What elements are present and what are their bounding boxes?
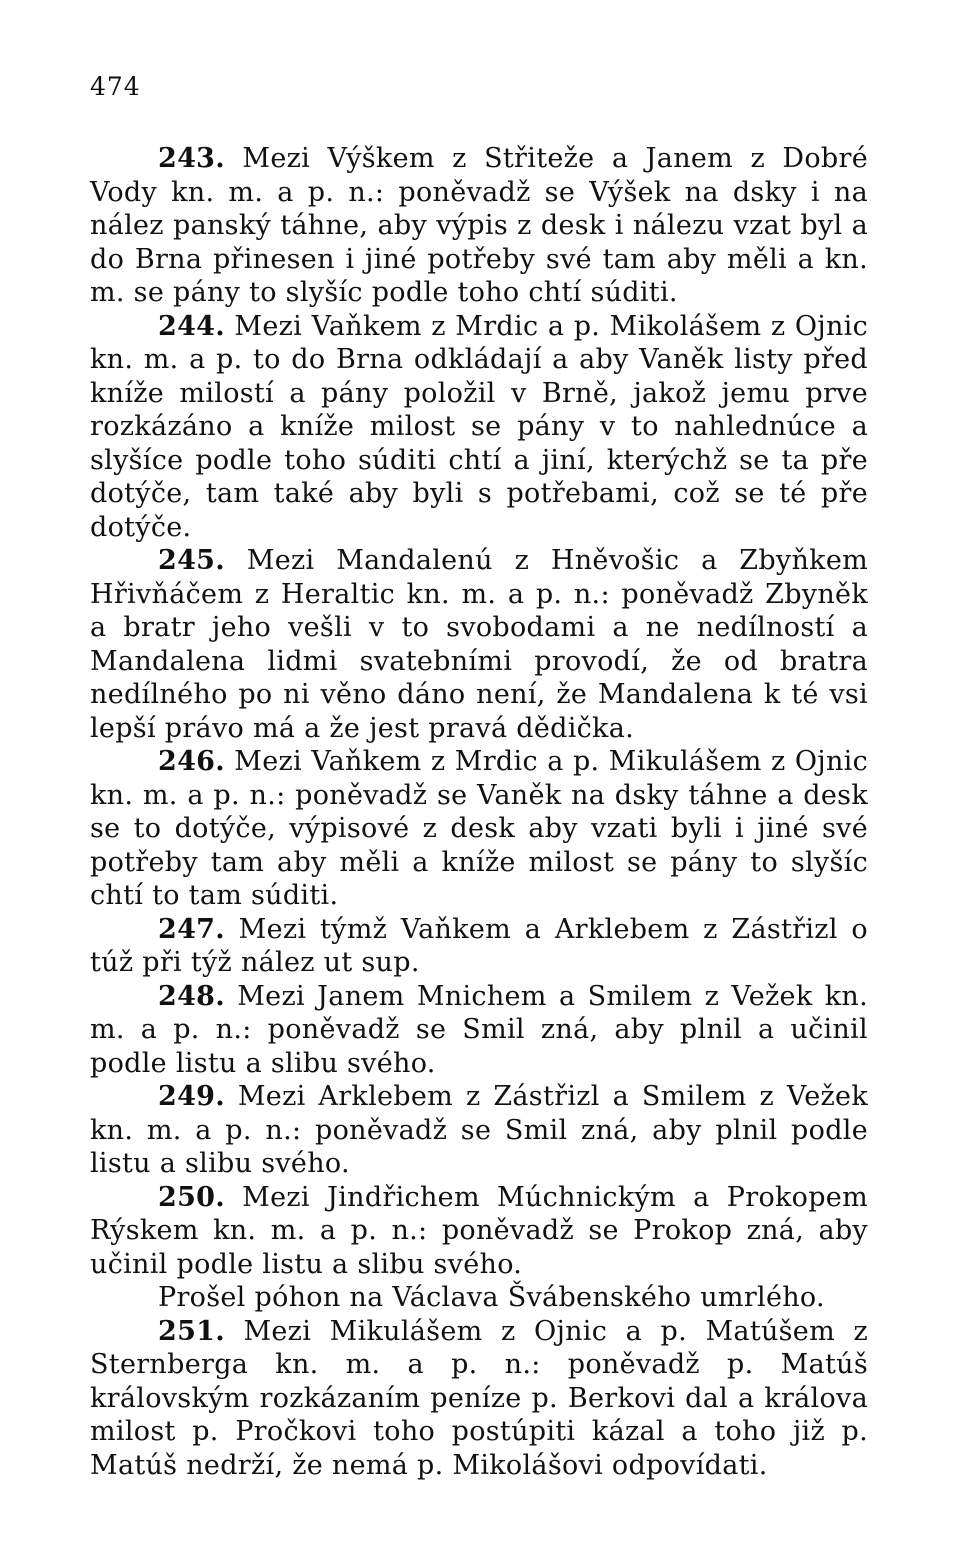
body-text [90, 142, 868, 1482]
entry-number: 247. [158, 913, 225, 945]
entry-number: 245. [158, 545, 225, 576]
entry-251 [90, 1315, 868, 1483]
entry-text: Mezi Jindřichem Múchnickým a Prokopem Rýskem kn. m. a p. n.: poněvadž se Prokop zná, aby učinil podle listu a slibu svého. [90, 1181, 868, 1280]
entry-245 [90, 544, 868, 745]
entry-249 [90, 1080, 868, 1181]
entry-number: 248. [158, 980, 225, 1012]
page-number: 474 [90, 72, 141, 101]
entry-text: Mezi Mandalenú z Hněvošic a Zbyňkem Hřivňáčem z Heraltic kn. m. a p. n.: poněvadž Zbyněk a bratr jeho vešli v to svobodami a ne nedílností a Mandalena lidmi svatebními provodí, že od bratra nedílného po ni věno dáno není, že Mandalena k té vsi lepší právo má a že jest pravá dědička. [90, 545, 868, 744]
entry-number: 250. [158, 1181, 225, 1213]
entry-text: Prošel póhon na Václava Švábenského umrlého. [158, 1282, 825, 1313]
entry-250 [90, 1181, 868, 1282]
entry-text: Mezi Janem Mnichem a Smilem z Vežek kn. m. a p. n.: poněvadž se Smil zná, aby plnil a učinil podle listu a slibu svého. [90, 980, 868, 1079]
entry-244 [90, 310, 868, 545]
entry-number: 249. [158, 1081, 225, 1112]
entry-text: Mezi týmž Vaňkem a Arklebem z Zástřizl o túž při týž nález ut sup. [90, 913, 868, 978]
entry-248 [90, 980, 868, 1081]
entry-text: Mezi Vaňkem z Mrdic a p. Mikolášem z Ojnic kn. m. a p. to do Brna odkládají a aby Vaněk listy před kníže milostí a pány položil v Brně, jakož jemu prve rozkázáno a kníže milost se pány v to nahlednúce a slyšíce podle toho súditi chtí a jiní, kterýchž se ta pře dotýče, tam také aby byli s potřebami, což se té pře dotýče. [90, 310, 868, 543]
entry-number: 251. [158, 1315, 225, 1347]
entry-number: 244. [158, 310, 225, 342]
entry-243 [90, 142, 868, 310]
entry-246 [90, 745, 868, 913]
entry-text: Mezi Výškem z Střiteže a Janem z Dobré Vody kn. m. a p. n.: poněvadž se Výšek na dsky i na nález panský táhne, aby výpis z desk i nálezu vzat byl a do Brna přinesen i jiné potřeby své tam aby měli a kn. m. se pány to slyšíc podle toho chtí súditi. [90, 143, 868, 308]
entry-text: Mezi Arklebem z Zástřizl a Smilem z Vežek kn. m. a p. n.: poněvadž se Smil zná, aby plnil podle listu a slibu svého. [90, 1081, 868, 1179]
entry-text: Mezi Mikulášem z Ojnic a p. Matúšem z Sternberga kn. m. a p. n.: poněvadž p. Matúš královským rozkázaním peníze p. Berkovi dal a králova milost p. Pročkovi toho postúpiti kázal a toho již p. Matúš nedrží, že nemá p. Mikolášovi odpovídati. [90, 1315, 868, 1481]
entry-number: 243. [158, 143, 225, 174]
entry-number: 246. [158, 746, 225, 777]
entry-247 [90, 913, 868, 980]
entry-note [90, 1281, 868, 1315]
entry-text: Mezi Vaňkem z Mrdic a p. Mikulášem z Ojnic kn. m. a p. n.: poněvadž se Vaněk na dsky táhne a desk se to dotýče, výpisové z desk aby vzati byli i jiné své potřeby tam aby měli a kníže milost se pány to slyšíc chtí to tam súditi. [90, 746, 868, 911]
